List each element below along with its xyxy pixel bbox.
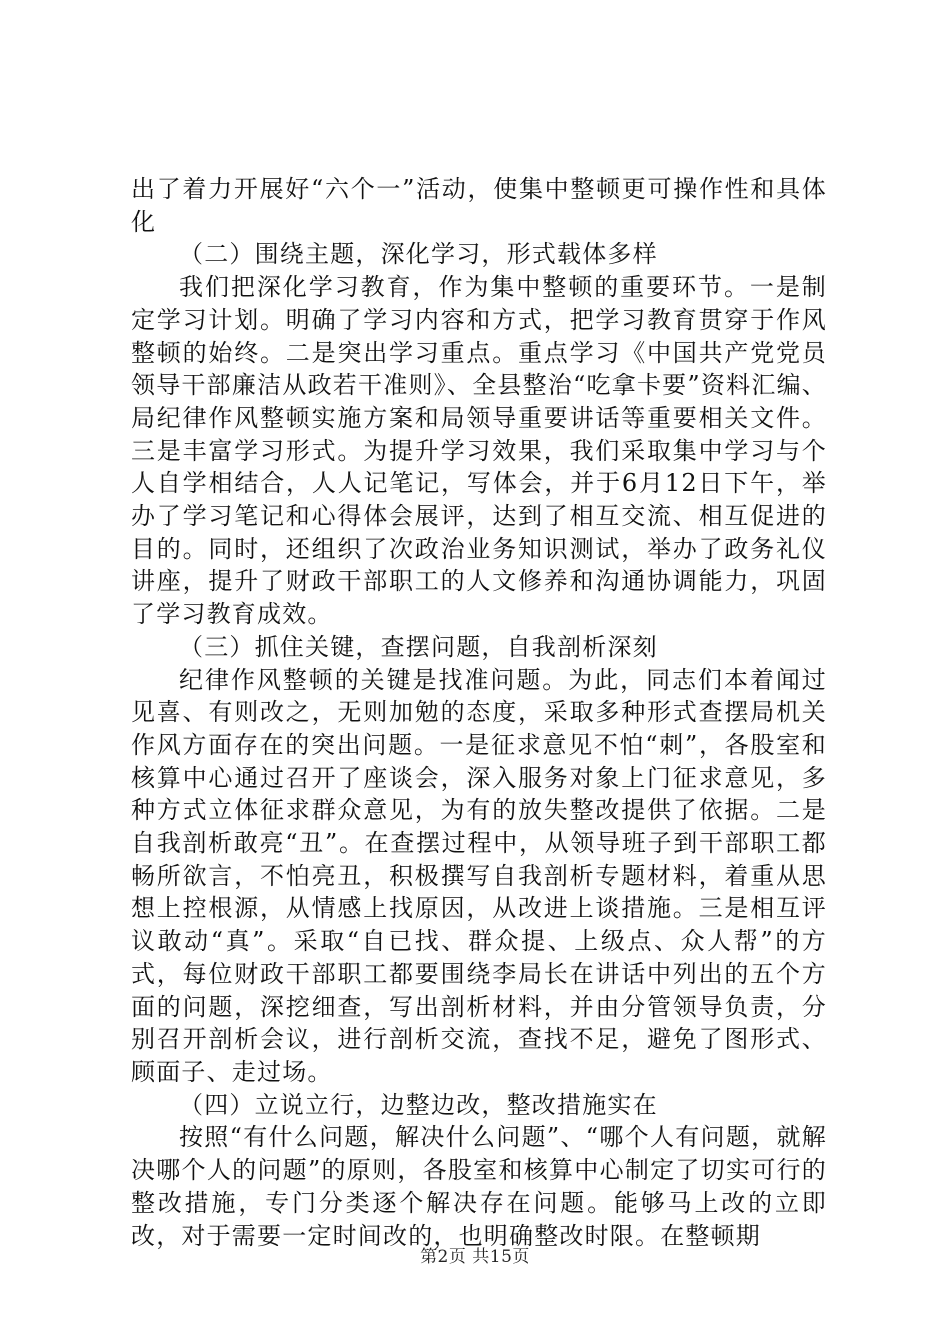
document-body	[131, 173, 827, 1252]
paragraph-problems: 纪律作风整顿的关键是找准问题。为此，同志们本着闻过见喜、有则改之，无则加勉的态度，采取多种形式查摆局机关作风方面存在的突出问题。一是征求意见不怕“刺”，各股室和核算中心通过召开了座谈会，深入服务对象上门征求意见，多种方式立体征求群众意见，为有的放失整改提供了依据。二是自我剖析敢亮“丑”。在查摆过程中，从领导班子到干部职工都畅所欲言，不怕亮丑，积极撰写自我剖析专题材料，着重从思想上控根源，从情感上找原因，从改进上谈措施。三是相互评议敢动“真”。采取“自已找、群众提、上级点、众人帮”的方式，每位财政干部职工都要围绕李局长在讲话中列出的五个方面的问题，深挖细查，写出剖析材料，并由分管领导负责，分别召开剖析会议，进行剖析交流，查找不足，避免了图形式、顾面子、走过场。	[131, 665, 827, 1086]
paragraph-continuation: 出了着力开展好“六个一”活动，使集中整顿更可操作性和具体化	[131, 175, 827, 236]
paragraph-study: 我们把深化学习教育，作为集中整顿的重要环节。一是制定学习计划。明确了学习内容和方式，把学习教育贯穿于作风整顿的始终。二是突出学习重点。重点学习《中国共产党党员领导干部廉洁从政若干准则》、全县整治“吃拿卡要”资料汇编、局纪律作风整顿实施方案和局领导重要讲话等重要相关文件。三是丰富学习形式。为提升学习效果，我们采取集中学习与个人自学相结合，人人记笔记，写体会，并于6月12日下午，举办了学习笔记和心得体会展评，达到了相互交流、相互促进的目的。同时，还组织了次政治业务知识测试，举办了政务礼仪讲座，提升了财政干部职工的人文修养和沟通协调能力，巩固了学习教育成效。	[131, 273, 827, 629]
section-heading-3: （三）抓住关键，查摆问题，自我剖析深刻	[179, 632, 658, 661]
paragraph-rectification: 按照“有什么问题，解决什么问题”、“哪个人有问题，就解决哪个人的问题”的原则，各股室和核算中心制定了切实可行的整改措施，专门分类逐个解决存在问题。能够马上改的立即改，对于需要一定时间改的，也明确整改时限。在整顿期	[131, 1123, 827, 1250]
page-number-footer: 第2页 共15页	[420, 1247, 530, 1267]
section-heading-4: （四）立说立行，边整边改，整改措施实在	[179, 1090, 658, 1119]
section-heading-2: （二）围绕主题，深化学习，形式载体多样	[179, 240, 658, 269]
